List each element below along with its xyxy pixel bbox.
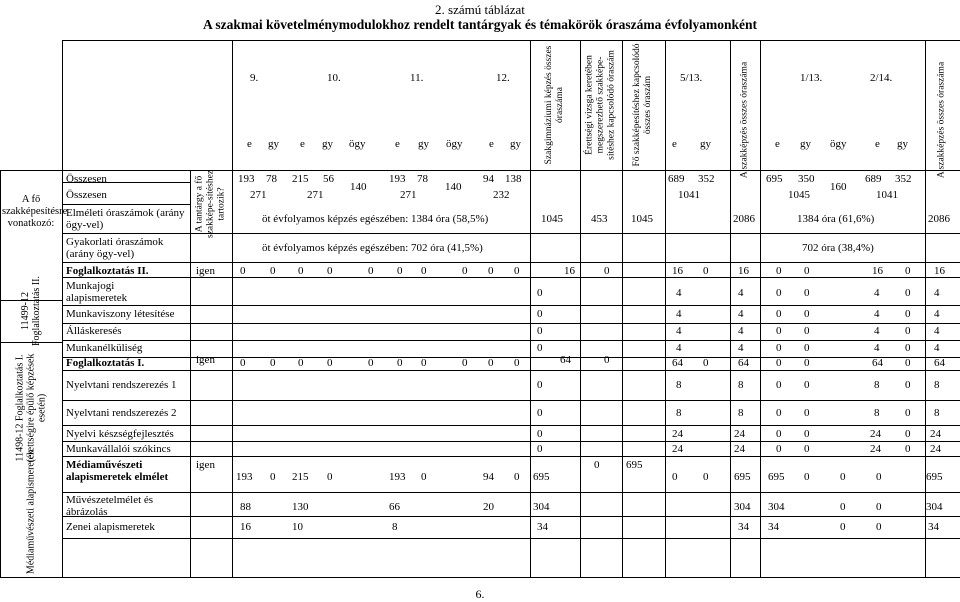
cell: 0 (703, 357, 709, 369)
cell: 0 (804, 471, 810, 483)
cell: 0 (240, 357, 246, 369)
sum-5-13-e: 689 (668, 173, 685, 185)
cell: 4 (676, 325, 682, 337)
cell: 0 (537, 407, 543, 419)
cell: 0 (421, 357, 427, 369)
cell: 0 (462, 357, 468, 369)
cell: 0 (905, 287, 911, 299)
cell: 4 (874, 287, 880, 299)
header-matura-hours: Érettségi vizsga keretében megszerezhető szakképe-sítéshez kapcsolódó óraszám (584, 50, 617, 160)
cell: 0 (776, 265, 782, 277)
cell: 8 (874, 407, 880, 419)
cell: 0 (776, 342, 782, 354)
cell: 695 (768, 471, 785, 483)
cell: 0 (776, 357, 782, 369)
cell: 0 (905, 443, 911, 455)
header-total-gymnasium: Szakgimnáziumi képzés összes óraszáma (544, 45, 565, 165)
sum2-12: 232 (493, 189, 510, 201)
cell: 4 (934, 325, 940, 337)
subject-szokincs: Munkavállalói szókincs (66, 443, 171, 455)
subject-foglalkoztatas-1: Foglalkoztatás I. (66, 357, 145, 369)
cell: 0 (514, 265, 520, 277)
subject-zenei: Zenei alapismeretek (66, 521, 155, 533)
cell: 94 (483, 471, 494, 483)
sub-10-ogy: ögy (349, 138, 366, 150)
cell: 0 (804, 342, 810, 354)
sum2-2-14: 1041 (876, 189, 898, 201)
cell: 24 (734, 428, 745, 440)
cell: 24 (870, 443, 881, 455)
cell: 0 (270, 265, 276, 277)
cell: 16 (240, 521, 251, 533)
cell: 0 (604, 265, 610, 277)
sub-12-e: e (489, 138, 494, 150)
cell: 10 (292, 521, 303, 533)
cell: 0 (421, 471, 427, 483)
cell: 8 (934, 407, 940, 419)
cell: 24 (930, 443, 941, 455)
theory-matura: 453 (591, 213, 608, 225)
cell: 0 (804, 265, 810, 277)
cell: 16 (564, 265, 575, 277)
sub-5-13-gy: gy (700, 138, 711, 150)
cell: 4 (874, 308, 880, 320)
cell: 4 (874, 342, 880, 354)
main-qualification-label: A fő szakképesítésre vonatkozó: (2, 194, 68, 229)
cell: 0 (905, 357, 911, 369)
cell: 4 (934, 342, 940, 354)
cell: 304 (533, 501, 550, 513)
sum2-1-13: 1045 (788, 189, 810, 201)
cell: 0 (514, 471, 520, 483)
sub-1-13-ogy: ögy (830, 138, 847, 150)
cell: 8 (738, 379, 744, 391)
cell: 0 (537, 443, 543, 455)
cell: 4 (738, 287, 744, 299)
subject-munkaviszony: Munkaviszony létesítése (66, 308, 175, 320)
cell: 24 (734, 443, 745, 455)
sub-10-gy: gy (322, 138, 333, 150)
cell: 0 (327, 265, 333, 277)
sum2-11: 271 (400, 189, 417, 201)
cell: 0 (804, 287, 810, 299)
subject-nyelvtani-2: Nyelvtani rendszerezés 2 (66, 407, 177, 419)
cell: 0 (804, 443, 810, 455)
sum-11-gy: 78 (417, 173, 428, 185)
cell: 0 (876, 471, 882, 483)
row-label-gyakorlati: Gyakorlati óraszámok (arány ögy-vel) (66, 236, 164, 260)
belongs-flag: igen (196, 265, 215, 277)
sub-11-ogy: ögy (446, 138, 463, 150)
cell: 8 (676, 407, 682, 419)
cell: 4 (676, 287, 682, 299)
header-main-qualification-hours: Fő szakképesítéshez kapcsolódó összes óraszám (632, 43, 653, 167)
cell: 0 (270, 471, 276, 483)
cell: 0 (905, 308, 911, 320)
table-caption-number: 2. számú táblázat (435, 2, 525, 17)
belongs-to-main-qualification: A tantárgy a fő szakképe-sítéshez tartozik? (194, 169, 227, 239)
sum-12-gy: 138 (505, 173, 522, 185)
cell: 0 (537, 325, 543, 337)
cell: 0 (776, 443, 782, 455)
cell: 0 (594, 459, 600, 471)
cell: 0 (462, 265, 468, 277)
cell: 4 (738, 342, 744, 354)
cell: 304 (734, 501, 751, 513)
cell: 4 (934, 308, 940, 320)
cell: 0 (804, 308, 810, 320)
row-label-osszesen-2: Összesen (66, 189, 107, 201)
grade-12: 12. (496, 72, 510, 84)
cell: 0 (537, 308, 543, 320)
cell: 0 (776, 428, 782, 440)
header-total-training-a: A szakképzés összes óraszáma (739, 61, 750, 179)
table-caption-title: A szakmai követelménymodulokhoz rendelt tantárgyak és témakörök óraszáma évfolyamonként (203, 17, 757, 32)
sub-2-14-e: e (875, 138, 880, 150)
cell: 8 (934, 379, 940, 391)
cell: 0 (840, 521, 846, 533)
cell: 0 (876, 501, 882, 513)
grade-5-13: 5/13. (680, 72, 703, 84)
theory-total-gymnasium: 1045 (541, 213, 563, 225)
sum-10-gy: 56 (323, 173, 334, 185)
sub-1-13-e: e (775, 138, 780, 150)
grade-1-13: 1/13. (800, 72, 823, 84)
cell: 0 (804, 428, 810, 440)
cell: 64 (872, 357, 883, 369)
sub-2-14-gy: gy (897, 138, 908, 150)
cell: 193 (236, 471, 253, 483)
belongs-flag: igen (196, 354, 215, 366)
sum2-5-13: 1041 (678, 189, 700, 201)
module-11499-12: 11499-12 Foglalkoztatás II. (20, 276, 42, 346)
cell: 695 (626, 459, 643, 471)
cell: 34 (928, 521, 939, 533)
sum-2-14-e: 689 (865, 173, 882, 185)
subject-foglalkoztatas-2: Foglalkoztatás II. (66, 265, 149, 277)
cell: 0 (804, 325, 810, 337)
cell: 16 (934, 265, 945, 277)
subject-keszsegfejlesztes: Nyelvi készségfejlesztés (66, 428, 174, 440)
subject-allaskereses: Álláskeresés (66, 325, 122, 337)
cell: 4 (676, 308, 682, 320)
cell: 0 (604, 354, 610, 366)
cell: 304 (926, 501, 943, 513)
cell: 215 (292, 471, 309, 483)
hours-table (0, 40, 960, 590)
cell: 4 (738, 308, 744, 320)
cell: 0 (776, 325, 782, 337)
cell: 0 (804, 357, 810, 369)
cell: 34 (537, 521, 548, 533)
header-total-training-b: A szakképzés összes óraszáma (936, 61, 947, 179)
cell: 8 (738, 407, 744, 419)
cell: 0 (840, 471, 846, 483)
subject-nyelvtani-1: Nyelvtani rendszerezés 1 (66, 379, 177, 391)
cell: 0 (905, 379, 911, 391)
cell: 4 (738, 325, 744, 337)
cell: 24 (870, 428, 881, 440)
theory-total-training-b: 2086 (928, 213, 950, 225)
grade-10: 10. (327, 72, 341, 84)
theory-summary-text: öt évfolyamos képzés egészében: 1384 óra (58,5%) (262, 213, 489, 225)
cell: 0 (488, 265, 494, 277)
cell: 34 (768, 521, 779, 533)
sum-10-e: 215 (292, 173, 309, 185)
sum-5-13-gy: 352 (698, 173, 715, 185)
cell: 64 (672, 357, 683, 369)
sum-12-e: 94 (483, 173, 494, 185)
sum-11-e: 193 (389, 173, 406, 185)
sub-10-e: e (300, 138, 305, 150)
practice-summary-b: 702 óra (38,4%) (802, 242, 874, 254)
cell: 0 (905, 428, 911, 440)
cell: 8 (392, 521, 398, 533)
sum-11-ogy: 140 (445, 181, 462, 193)
sub-11-e: e (395, 138, 400, 150)
cell: 695 (533, 471, 550, 483)
cell: 695 (734, 471, 751, 483)
cell: 64 (738, 357, 749, 369)
belongs-flag: igen (196, 459, 215, 471)
sub-11-gy: gy (418, 138, 429, 150)
cell: 16 (672, 265, 683, 277)
cell: 88 (240, 501, 251, 513)
grade-9: 9. (250, 72, 259, 84)
sum-9-gy: 78 (266, 173, 277, 185)
cell: 16 (872, 265, 883, 277)
cell: 0 (804, 407, 810, 419)
cell: 0 (776, 287, 782, 299)
cell: 0 (327, 357, 333, 369)
sum-10-ogy: 140 (350, 181, 367, 193)
cell: 66 (389, 501, 400, 513)
cell: 0 (703, 471, 709, 483)
sub-1-13-gy: gy (800, 138, 811, 150)
cell: 0 (537, 287, 543, 299)
sum-9-e: 193 (238, 173, 255, 185)
cell: 0 (905, 407, 911, 419)
cell: 0 (488, 357, 494, 369)
cell: 64 (560, 354, 571, 366)
cell: 0 (327, 471, 333, 483)
cell: 0 (421, 265, 427, 277)
page-number: 6. (475, 587, 485, 601)
sum2-9: 271 (250, 189, 267, 201)
practice-summary-text: öt évfolyamos képzés egészében: 702 óra (41,5%) (262, 242, 483, 254)
cell: 304 (768, 501, 785, 513)
sub-9-gy: gy (268, 138, 279, 150)
cell: 0 (804, 379, 810, 391)
cell: 0 (298, 357, 304, 369)
cell: 24 (672, 443, 683, 455)
grade-2-14: 2/14. (870, 72, 893, 84)
cell: 34 (738, 521, 749, 533)
theory-main-qualification: 1045 (631, 213, 653, 225)
cell: 0 (537, 379, 543, 391)
cell: 4 (934, 287, 940, 299)
cell: 0 (514, 357, 520, 369)
sum-2-14-gy: 352 (895, 173, 912, 185)
subject-media-elmelet: Médiaművészeti alapismeretek elmélet (66, 459, 169, 483)
cell: 193 (389, 471, 406, 483)
cell: 695 (926, 471, 943, 483)
cell: 0 (270, 357, 276, 369)
cell: 0 (703, 265, 709, 277)
cell: 0 (537, 342, 543, 354)
subject-muveszetelmelet: Művészetelmélet és ábrázolás (66, 494, 154, 518)
cell: 24 (930, 428, 941, 440)
sum-1-13-e: 695 (766, 173, 783, 185)
row-label-elmeleti: Elméleti óraszámok (arány ögy-vel) (66, 207, 185, 231)
cell: 0 (776, 379, 782, 391)
cell: 0 (672, 471, 678, 483)
cell: 24 (672, 428, 683, 440)
cell: 0 (537, 428, 543, 440)
sub-5-13-e: e (672, 138, 677, 150)
cell: 64 (934, 357, 945, 369)
cell: 20 (483, 501, 494, 513)
module-11498-12: 11498-12 Foglalkoztatás I. (érettségire épülő képzések esetén) (14, 353, 48, 463)
module-media: Médiaművészeti alapismeretek (25, 449, 37, 575)
grade-11: 11. (410, 72, 424, 84)
cell: 0 (240, 265, 246, 277)
cell: 16 (738, 265, 749, 277)
cell: 0 (905, 325, 911, 337)
sum2-10: 271 (307, 189, 324, 201)
cell: 4 (874, 325, 880, 337)
cell: 0 (905, 342, 911, 354)
subject-munkajogi: Munkajogi alapismeretek (66, 280, 128, 304)
cell: 0 (876, 521, 882, 533)
sum-1-13-gy: 350 (798, 173, 815, 185)
cell: 0 (776, 407, 782, 419)
subject-munkanelkuliseg: Munkanélküliség (66, 342, 143, 354)
sub-12-gy: gy (510, 138, 521, 150)
sub-9-e: e (247, 138, 252, 150)
cell: 0 (368, 357, 374, 369)
cell: 4 (676, 342, 682, 354)
theory-total-training: 2086 (733, 213, 755, 225)
theory-summary-b: 1384 óra (61,6%) (797, 213, 875, 225)
cell: 8 (874, 379, 880, 391)
cell: 130 (292, 501, 309, 513)
row-label-osszesen-1: Összesen (66, 173, 107, 185)
cell: 0 (397, 357, 403, 369)
cell: 0 (298, 265, 304, 277)
sum-1-13-ogy: 160 (830, 181, 847, 193)
cell: 0 (905, 265, 911, 277)
cell: 8 (676, 379, 682, 391)
cell: 0 (840, 501, 846, 513)
cell: 0 (397, 265, 403, 277)
cell: 0 (776, 308, 782, 320)
cell: 0 (368, 265, 374, 277)
